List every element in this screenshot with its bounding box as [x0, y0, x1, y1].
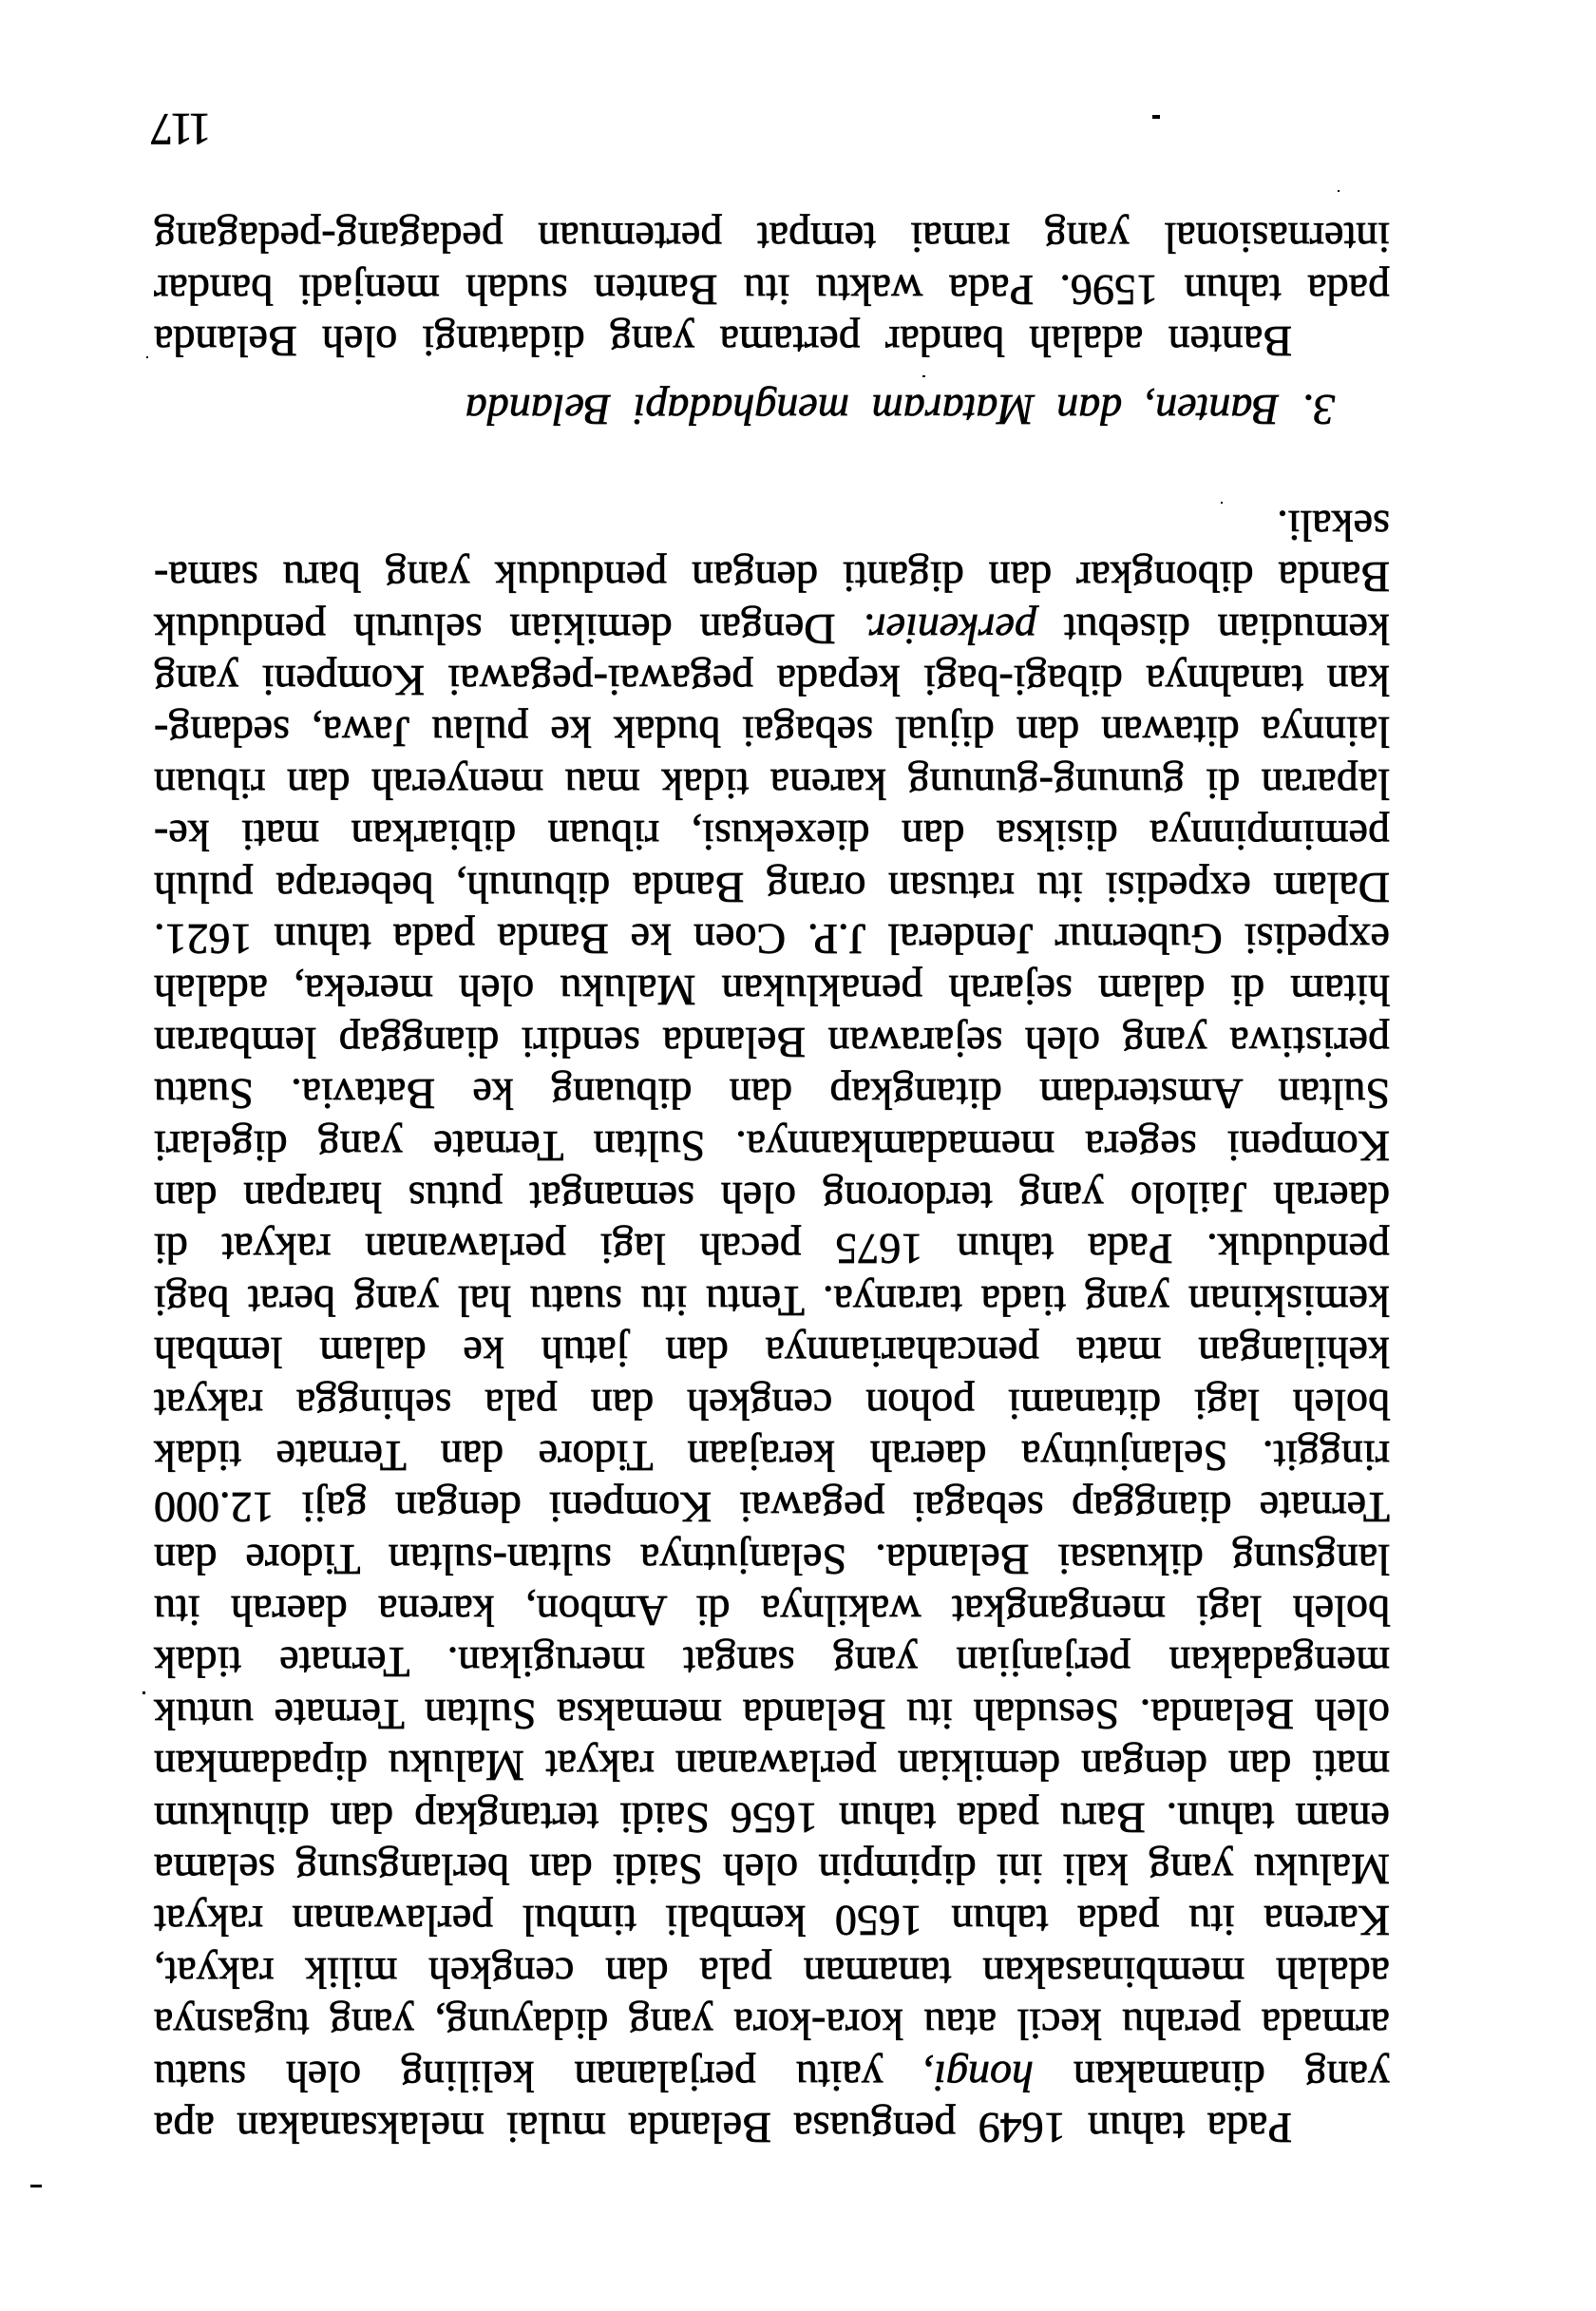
text-line [154, 602, 1390, 654]
section-number: 3. [1302, 386, 1335, 434]
text-line: armada perahu kecil atau kora-kora yang didayung, yang tugasnya [154, 2000, 1390, 2050]
text-line: laparan di gunung-gunung karena tidak mau menyerah dan ribuan [154, 759, 1390, 809]
text-line: pada tahun 1596. Pada waktu itu Banten sudah menjadi bandar [154, 265, 1390, 315]
text-segment: Dengan demikian seluruh penduduk [153, 604, 864, 654]
text-segment: yaitu perjalanan keliling oleh suatu [154, 2052, 923, 2101]
text-line: expedisi Gubernur Jenderal J.P. Coen ke Banda pada tahun 1621. [154, 915, 1390, 965]
page-number: 117 [153, 104, 212, 154]
text-line: Kompeni segera memadamkannya. Sultan Ternate yang digelari [154, 1121, 1390, 1171]
text-line: internasional yang ramai tempat pertemuan pedagang-pedagang [154, 214, 1390, 263]
scan-speck [30, 2185, 42, 2187]
text-line: Karena itu pada tahun 1650 kembali timbul perlawanan rakyat [154, 1897, 1390, 1946]
paragraph-maluku-resistance [154, 500, 1390, 2154]
text-segment: kemudian disebut [1036, 604, 1390, 654]
scan-speck [1338, 190, 1340, 192]
text-line: Banten adalah bandar pertama yang didatangi oleh Belanda [154, 317, 1292, 366]
text-line: mengadakan perjanjian yang sangat merugikan. Ternate tidak [154, 1638, 1390, 1688]
scan-speck [922, 375, 925, 377]
text-line: Sultan Amsterdam ditangkap dan dibuang ke Batavia. Suatu [154, 1070, 1390, 1119]
scan-speck [1221, 502, 1223, 504]
text-line: kan tanahnya dibagi-bagi kepada pegawai-pegawai Kompeni yang [154, 657, 1390, 706]
text-line: daerah Jailolo yang terdorong oleh semangat putus harapan dan [154, 1173, 1390, 1222]
text-line: mati dan dengan demikian perlawanan rakyat Maluku dipadamkan [154, 1742, 1390, 1791]
text-line: penduduk. Pada tahun 1675 pecah lagi perlawanan rakyat di [154, 1225, 1390, 1274]
text-line: Banda dibongkar dan diganti dengan penduduk yang baru sama- [154, 553, 1390, 602]
text-line: adalah membinasakan tanaman pala dan cengkeh milik rakyat, [154, 1948, 1390, 1997]
scan-speck [1152, 115, 1160, 119]
section-heading [466, 384, 1335, 435]
scan-speck [142, 1691, 145, 1694]
text-line: oleh Belanda. Sesudah itu Belanda memaksa Sultan Ternate untuk [154, 1690, 1390, 1739]
text-line: kemiskinan yang tiada taranya. Tentu itu suatu hal yang berat bagi [154, 1276, 1390, 1326]
text-line: peristiwa yang oleh sejarawan Belanda sendiri dianggap lembaran [154, 1018, 1390, 1067]
text-line: Dalam expedisi itu ratusan orang Banda dibunuh, beberapa puluh [154, 863, 1390, 912]
text-line: pemimpinnya disiksa dan diexekusi, ribuan dibiarkan mati ke- [154, 812, 1390, 861]
text-line: Pada tahun 1649 penguasa Belanda mulai melaksanakan apa [154, 2104, 1292, 2152]
italic-term-hongi: hongi, [922, 2052, 1035, 2101]
section-title: Banten, dan Mataram menghadapi Belanda [465, 386, 1280, 434]
text-line: lainnya ditawan dan dijual sebagai budak ke pulau Jawa, sedang- [154, 708, 1390, 757]
text-line: Maluku yang kali ini dipimpin oleh Saidi dan berlangsung selama [154, 1845, 1390, 1895]
text-line: Ternate dianggap sebagai pegawai Kompeni dengan gaji 12.000 [154, 1483, 1390, 1533]
text-line [154, 2050, 1390, 2101]
text-segment: yang dinamakan [1034, 2052, 1390, 2101]
text-line: ringgit. Selanjutnya daerah kerajaan Tidore dan Ternate tidak [154, 1431, 1390, 1480]
text-line: enam tahun. Baru pada tahun 1656 Saidi tertangkap dan dihukum [154, 1793, 1390, 1843]
text-line: sekali. [1277, 501, 1390, 550]
text-line: boleh lagi ditanami pohon cengkeh dan pala sehingga rakyat [154, 1380, 1390, 1429]
paragraph-banten [154, 212, 1390, 367]
text-line: hitam di dalam sejarah penaklukan Maluku oleh mereka, adalah [154, 966, 1390, 1016]
text-line: langsung dikuasai Belanda. Selanjutnya sultan-sultan Tidore dan [154, 1535, 1390, 1584]
text-line: kehilangan mata pencahariannya dan jatuh ke dalam lembah [154, 1328, 1390, 1378]
scan-speck [146, 356, 148, 358]
italic-term-perkenier: perkenier. [863, 604, 1037, 654]
text-line: boleh lagi mengangkat wakilnya di Ambon, karena daerah itu [154, 1587, 1390, 1636]
